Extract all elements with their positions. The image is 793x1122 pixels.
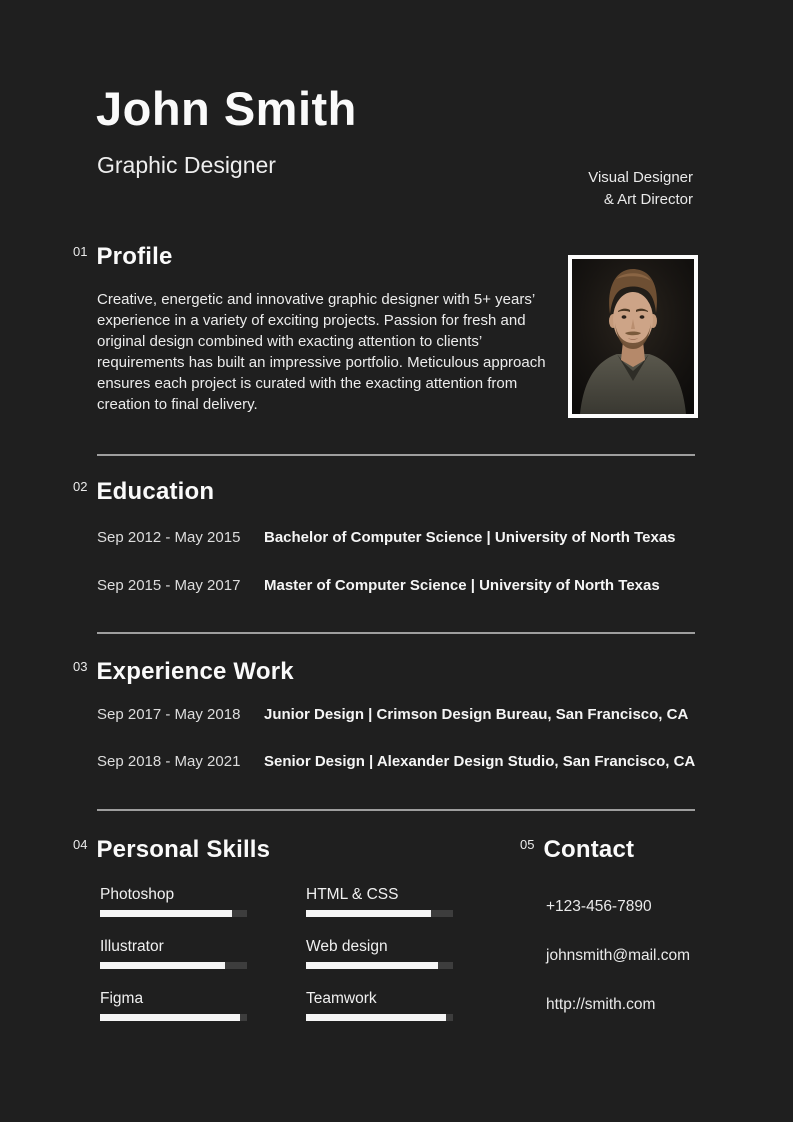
tagline-line-1: Visual Designer (588, 169, 693, 186)
skill-bar-fill (100, 1014, 240, 1021)
portrait-photo-illustration (572, 259, 694, 414)
education-section-number: 02 (73, 479, 88, 494)
education-section-header (73, 478, 214, 505)
skill-label: HTML & CSS (306, 886, 399, 903)
tagline (588, 167, 693, 210)
experience-date: Sep 2018 - May 2021 (97, 753, 241, 770)
experience-section-number: 03 (73, 659, 88, 674)
divider-experience-skills (97, 809, 695, 811)
divider-education-experience (97, 632, 695, 634)
education-detail: Bachelor of Computer Science | University of North Texas (264, 529, 676, 546)
skills-column-right (306, 886, 453, 1042)
experience-detail: Senior Design | Alexander Design Studio, San Francisco, CA (264, 753, 696, 770)
skill-item (100, 990, 247, 1021)
experience-section-title: Experience Work (96, 658, 294, 685)
skill-bar-fill (306, 910, 431, 917)
skill-bar-track (306, 962, 453, 969)
skills-section-header (73, 836, 270, 863)
skill-bar-fill (100, 910, 232, 917)
profile-section-header (73, 243, 173, 270)
skill-label: Teamwork (306, 990, 377, 1007)
skill-item (306, 938, 453, 969)
contact-list (546, 898, 690, 1045)
tagline-line-2: & Art Director (603, 190, 693, 208)
skills-section-number: 04 (73, 837, 88, 852)
skill-bar-fill (100, 962, 225, 969)
skill-label: Figma (100, 990, 144, 1007)
skill-label: Photoshop (100, 886, 175, 903)
skill-bar-track (100, 962, 247, 969)
education-date: Sep 2012 - May 2015 (97, 529, 241, 546)
contact-section-header (520, 836, 634, 863)
education-date: Sep 2015 - May 2017 (97, 577, 241, 594)
person-title: Graphic Designer (97, 152, 276, 178)
contact-website: http://smith.com (546, 996, 656, 1013)
experience-row (97, 706, 688, 723)
skill-bar-track (100, 910, 247, 917)
contact-phone: +123-456-7890 (546, 898, 652, 915)
skill-item (306, 886, 453, 917)
skill-bar-track (306, 910, 453, 917)
skill-bar-track (100, 1014, 247, 1021)
contact-section-number: 05 (520, 837, 535, 852)
skill-item (306, 990, 453, 1021)
skill-item (100, 938, 247, 969)
skills-column-left (100, 886, 247, 1042)
skill-label: Web design (306, 938, 388, 955)
education-section-title: Education (96, 478, 215, 505)
skill-label: Illustrator (100, 938, 164, 955)
skill-bar-fill (306, 1014, 446, 1021)
education-detail: Master of Computer Science | University of North Texas (264, 577, 660, 594)
experience-row (97, 753, 695, 770)
skill-bar-track (306, 1014, 453, 1021)
contact-email: johnsmith@mail.com (546, 947, 691, 964)
contact-section-title: Contact (543, 836, 635, 863)
education-row (97, 577, 660, 594)
experience-section-header (73, 658, 294, 685)
divider-profile-education (97, 454, 695, 456)
profile-section-number: 01 (73, 244, 88, 259)
person-name: John Smith (96, 82, 357, 135)
skill-bar-fill (306, 962, 438, 969)
skill-item (100, 886, 247, 917)
profile-section-title: Profile (96, 243, 173, 270)
portrait-photo (568, 255, 698, 418)
skills-section-title: Personal Skills (96, 836, 271, 863)
experience-date: Sep 2017 - May 2018 (97, 706, 241, 723)
profile-text: Creative, energetic and innovative graphic designer with 5+ years’ experience in a variety of exciting projects. Passion for fresh and original design combined with exacting attention to clients’ requirements has built an impressive portfolio. Meticulous approach ensures each project is curated with the exacting attention from creation to final delivery. (97, 291, 546, 413)
education-row (97, 529, 676, 546)
experience-detail: Junior Design | Crimson Design Bureau, San Francisco, CA (264, 706, 689, 723)
